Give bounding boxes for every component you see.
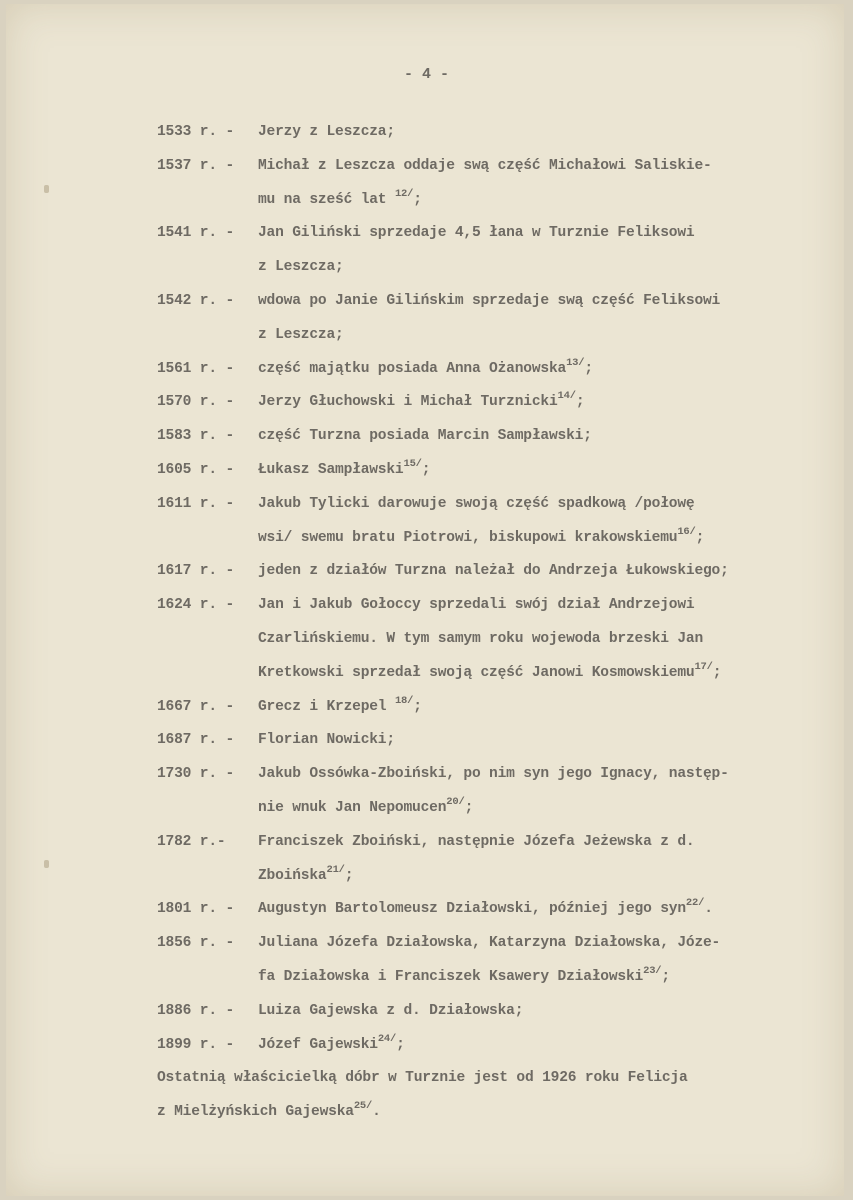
line-text: część majątku posiada Anna Ożanowska: [258, 360, 567, 377]
entry-year: 1541 r. -: [157, 225, 235, 242]
text-line: [258, 150, 837, 184]
line-text: Jerzy z Leszcza;: [258, 124, 395, 140]
text-line: [258, 353, 837, 387]
entry-text: [258, 454, 837, 488]
entry-year: 1886 r. -: [157, 1002, 235, 1019]
text-line: [258, 116, 837, 150]
entry-year: 1687 r. -: [157, 732, 235, 749]
text-line: [157, 1062, 837, 1096]
text-line: [258, 319, 837, 353]
entry-year: 1730 r. -: [157, 766, 235, 783]
entry-text: [258, 589, 837, 690]
text-line: [258, 522, 837, 556]
text-line: [258, 792, 837, 826]
chronology-entry: [157, 1029, 837, 1063]
punch-mark: [44, 185, 49, 193]
entry-text: [258, 691, 837, 725]
footnote-ref: 22/: [685, 897, 705, 910]
line-punctuation: ;: [344, 867, 354, 884]
text-line: [258, 691, 837, 725]
line-punctuation: ;: [575, 394, 585, 411]
chronology-entry: [157, 589, 837, 690]
entry-text: [258, 555, 837, 589]
entry-text: [258, 116, 837, 150]
chronology-entry: [157, 285, 837, 353]
line-text: Kretkowski sprzedał swoją część Janowi Kosmowskiemu: [258, 664, 695, 681]
line-text: Łukasz Sampławski: [258, 461, 404, 478]
line-text: mu na sześć lat: [258, 191, 395, 208]
entry-text: [258, 724, 837, 758]
line-text: Florian Nowicki;: [258, 732, 395, 749]
entry-text: [258, 893, 837, 927]
line-text: Augustyn Bartolomeusz Działowski, później jego syn: [258, 901, 686, 918]
chronology-entry: [157, 150, 837, 218]
line-text: z Leszcza;: [258, 259, 344, 276]
entry-text: [258, 826, 837, 894]
chronology-entry: [157, 555, 837, 589]
footnote-ref: 13/: [566, 356, 585, 369]
line-text: Czarlińskiemu. W tym samym roku wojewoda brzeski Jan: [258, 630, 703, 647]
text-line: [258, 285, 837, 319]
entry-year: 1617 r. -: [157, 563, 235, 580]
chronology-entry: [157, 893, 837, 927]
entry-text: [258, 758, 837, 826]
footnote-ref: 15/: [403, 457, 422, 470]
line-punctuation: ;: [421, 461, 431, 478]
text-line: [258, 454, 837, 488]
line-punctuation: .: [372, 1104, 381, 1121]
footnote-ref: 16/: [677, 525, 696, 538]
text-line: [258, 724, 837, 758]
line-punctuation: ;: [396, 1036, 405, 1053]
entry-year: 1611 r. -: [157, 495, 235, 512]
entry-year: 1533 r. -: [157, 124, 235, 140]
text-line: [258, 589, 837, 623]
line-text: z Mielżyńskich Gajewska: [157, 1104, 354, 1121]
line-punctuation: .: [704, 901, 713, 918]
line-text: fa Działowska i Franciszek Ksawery Działowski: [258, 968, 644, 985]
chronology-entry: [157, 217, 837, 285]
chronology-entry: [157, 758, 837, 826]
text-line: [258, 927, 837, 961]
footnote-ref: 25/: [353, 1100, 373, 1113]
entry-year: 1542 r. -: [157, 292, 235, 309]
line-text: Jakub Tylicki darowuje swoją część spadkową /połowę: [258, 495, 695, 512]
entry-text: [258, 420, 837, 454]
chronology-entry: [157, 724, 837, 758]
entry-year: 1899 r. -: [157, 1036, 235, 1053]
footnote-ref: 18/: [394, 694, 414, 707]
entry-year: 1537 r. -: [157, 157, 235, 174]
entry-year: 1624 r. -: [157, 597, 235, 614]
line-text: wsi/ swemu bratu Piotrowi, biskupowi krakowskiemu: [258, 529, 678, 546]
entry-text: [258, 353, 837, 387]
text-line: [258, 893, 837, 927]
entry-year: 1782 r.-: [157, 833, 226, 850]
footnote-ref: 14/: [557, 390, 576, 403]
text-line: [258, 826, 837, 860]
closing-paragraph: [157, 1062, 837, 1130]
chronology-entry: [157, 386, 837, 420]
line-punctuation: ;: [413, 191, 422, 208]
footnote-ref: 17/: [694, 660, 713, 673]
entry-text: [258, 285, 837, 353]
text-line: [258, 758, 837, 792]
text-line: [258, 995, 837, 1029]
line-text: Jan i Jakub Gołoccy sprzedali swój dział Andrzejowi: [258, 597, 695, 614]
chronology-entry: [157, 420, 837, 454]
text-line: [258, 623, 837, 657]
chronology-entry: [157, 826, 837, 894]
text-line: [258, 420, 837, 454]
line-punctuation: ;: [584, 360, 593, 377]
entry-year: 1583 r. -: [157, 428, 235, 445]
line-punctuation: ;: [413, 698, 422, 715]
page-number: - 4 -: [403, 66, 449, 83]
line-text: Michał z Leszcza oddaje swą część Michałowi Saliskie-: [258, 157, 712, 174]
line-punctuation: ;: [661, 968, 670, 985]
entry-year: 1801 r. -: [157, 901, 235, 918]
entry-text: [258, 1029, 837, 1063]
text-line: [258, 1029, 837, 1063]
line-punctuation: ;: [464, 799, 474, 816]
chronology-entry: [157, 353, 837, 387]
line-text: Jan Giliński sprzedaje 4,5 łana w Turznie Feliksowi: [258, 225, 695, 242]
line-text: Juliana Józefa Działowska, Katarzyna Działowska, Józe-: [258, 935, 721, 952]
line-text: Franciszek Zboiński, następnie Józefa Jeżewska z d.: [258, 833, 695, 850]
entry-text: [258, 927, 837, 995]
text-line: [258, 860, 837, 894]
line-text: część Turzna posiada Marcin Sampławski;: [258, 428, 592, 445]
text-line: [157, 1096, 837, 1130]
entry-year: 1605 r. -: [157, 461, 235, 478]
entry-text: [258, 150, 837, 218]
text-line: [258, 217, 837, 251]
text-line: [258, 386, 837, 420]
line-text: Zboińska: [258, 867, 327, 884]
footnote-ref: 24/: [377, 1032, 397, 1045]
line-text: nie wnuk Jan Nepomucen: [258, 799, 447, 816]
entry-text: [258, 217, 837, 285]
text-line: [258, 184, 837, 218]
entry-text: [258, 386, 837, 420]
text-line: [258, 488, 837, 522]
entry-year: 1667 r. -: [157, 698, 235, 715]
entry-year: 1570 r. -: [157, 394, 235, 411]
line-text: Jakub Ossówka-Zboiński, po nim syn jego Ignacy, następ-: [258, 766, 729, 783]
text-line: [258, 657, 837, 691]
chronology-entry: [157, 116, 837, 150]
line-text: z Leszcza;: [258, 326, 344, 343]
line-text: Józef Gajewski: [258, 1036, 378, 1053]
chronology-entry: [157, 488, 837, 556]
entry-year: 1561 r. -: [157, 360, 235, 377]
chronology-entry: [157, 995, 837, 1029]
chronology-entry: [157, 691, 837, 725]
entry-text: [258, 488, 837, 556]
line-text: wdowa po Janie Gilińskim sprzedaje swą część Feliksowi: [258, 292, 721, 309]
text-line: [258, 961, 837, 995]
line-text: Ostatnią właścicielką dóbr w Turznie jest od 1926 roku Felicja: [157, 1070, 688, 1087]
footnote-ref: 21/: [326, 863, 345, 876]
footnote-ref: 12/: [394, 187, 414, 200]
footnote-ref: 23/: [643, 964, 662, 977]
entry-text: [258, 995, 837, 1029]
text-line: [258, 251, 837, 285]
entry-year: 1856 r. -: [157, 935, 235, 952]
chronology-entry: [157, 454, 837, 488]
line-text: Jerzy Głuchowski i Michał Turznicki: [258, 394, 558, 411]
line-text: Grecz i Krzepel: [258, 698, 395, 715]
punch-mark: [44, 860, 49, 868]
footnote-ref: 20/: [446, 795, 465, 808]
text-line: [258, 555, 837, 589]
document-body: [157, 116, 837, 1130]
line-text: jeden z działów Turzna należał do Andrzeja Łukowskiego;: [258, 563, 729, 580]
chronology-entry: [157, 927, 837, 995]
line-punctuation: ;: [712, 664, 722, 681]
line-punctuation: ;: [695, 529, 705, 546]
line-text: Luiza Gajewska z d. Działowska;: [258, 1002, 524, 1019]
